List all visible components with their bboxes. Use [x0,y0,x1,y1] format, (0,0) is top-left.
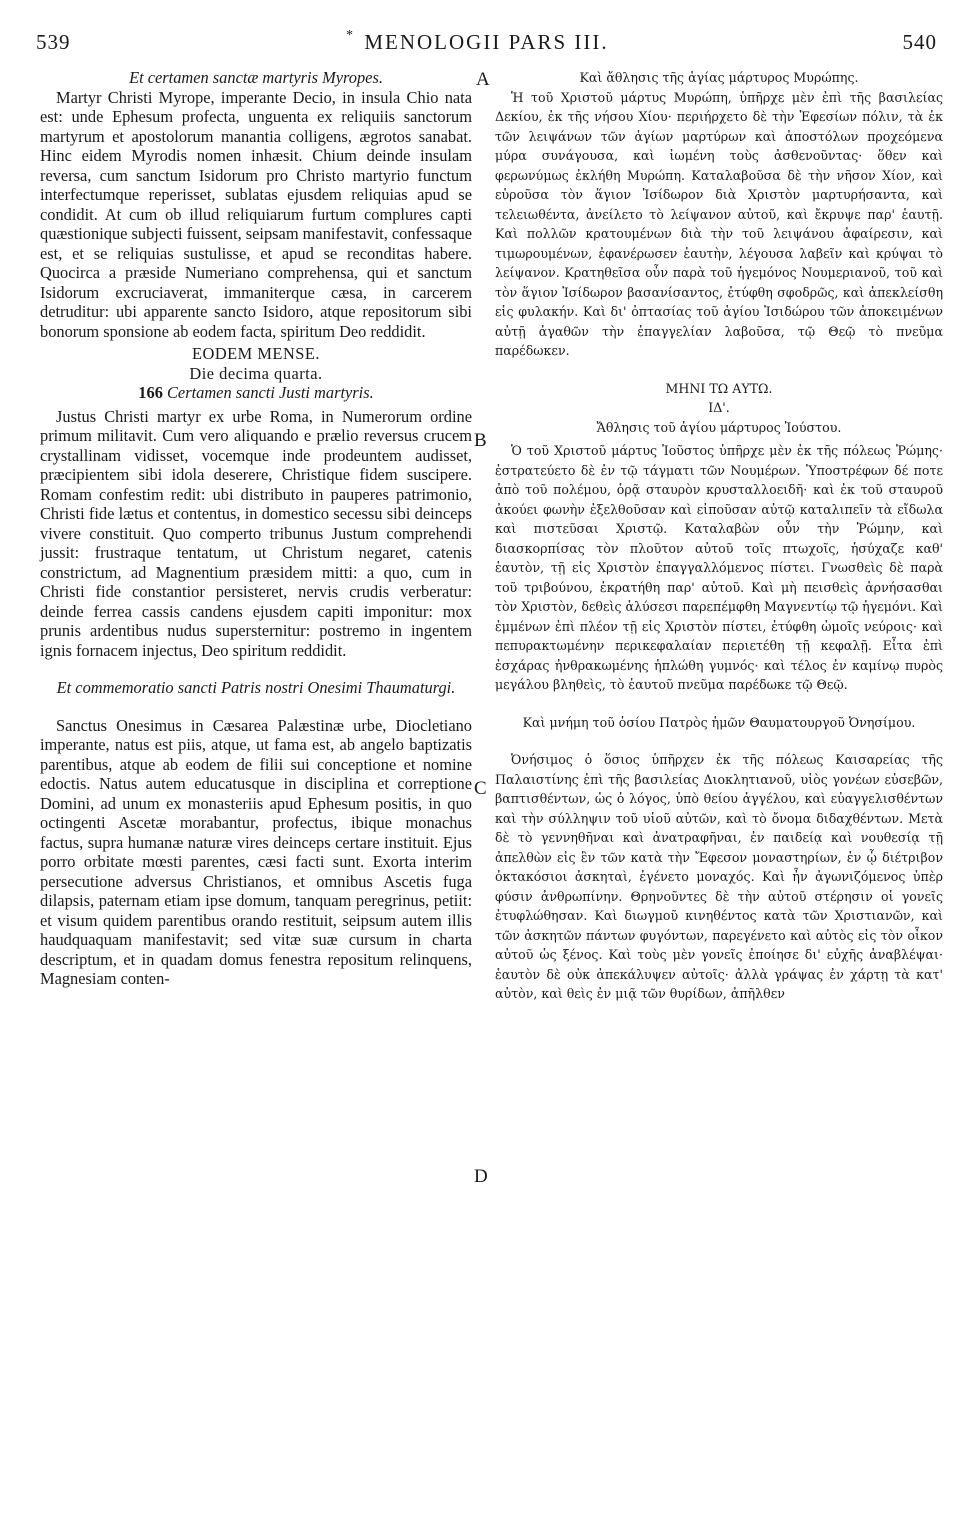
onesimus-text-greek: Ὀνήσιμος ὁ ὅσιος ὑπῆρχεν ἐκ τῆς πόλεως Καισαρείας τῆς Παλαιστίνης ἐπὶ τῆς βασιλείας Διοκλητιανοῦ, υἱὸς γονέων εὐσεβῶν, βαπτισθέντων, ὡς ὁ λόγος, ὑπὸ θείου ἀγγέλου, καὶ εὐαγγελισθέντων καὶ τὴν σύλληψιν τοῦ υἱοῦ αὐτῶν, καὶ τὸ ὄνομα διδαχθέντων. Μετὰ δὲ τὸ γεννηθῆναι καὶ ἀνατραφῆναι, ἐν παιδείᾳ καὶ νουθεσίᾳ τῇ ἀπελθὼν εἰς ἓν τῶν κατὰ τὴν Ἔφεσον μοναστηρίων, ἐν ᾧ διέτριβον ὀκτακόσιοι ἀσκηταὶ, ἐγένετο μοναχός. Καὶ ἦν ἀγωνιζόμενος ὑπὲρ φύσιν ἀνθρωπίνην. Θρηνοῦντες δὲ τὴν αὐτοῦ στέρησιν οἱ γονεῖς ἐτυφλώθησαν. Καὶ διωγμοῦ κινηθέντος κατὰ τῶν Χριστιανῶν, καὶ τῶν ἀσκητῶν πάντων φυγόντων, παρεγένετο καὶ αὐτὸς εἰς τὸν οἶκον αὐτοῦ ὡς ξένος. Καὶ τοὺς μὲν γονεῖς ἐποίησε δι' εὐχῆς ἀναβλέψαι· ἑαυτὸν δὲ οὐκ ἀπεκάλυψεν αὐτοῖς· ἀλλὰ γράψας ἐν χάρτῃ τὰ κατ' αὐτὸν, καὶ θεὶς ἐν μιᾷ τῶν θυρίδων, ἀπῆλθεν [495,752,943,1001]
margin-letter-d: D [474,1166,488,1187]
justus-text-latin: Justus Christi martyr ex urbe Roma, in Numerorum ordine primum militavit. Cum vero aliquando e prælio reversus crucem crystallinam vidisset, vocemque inde prodeuntem audisset, præcipientem sibi idola deserere, Christique fidem suscipere. Romam confestim redit: ubi distributo in pauperes patrimonio, Christi fide lætus et contentus, in domestico secessu sibi deinceps vivere constituit. Quo comperto tribunus Justum comprehendi jussit: frustraque tentatum, ut Christum negaret, catenis constrictum, ad Magnentium præsidem mitti: a quo, cum in Christi fide constantior persisteret, nervis crudis verberatur: deinde ferrea cassis candens ejusdem capiti imponitur: mox prunis ardentibus nudus supersternitur: postremo in ingentem ignis fornacem injectus, Deo spiritum reddidit. [40,406,472,660]
onesimus-text-latin: Sanctus Onesimus in Cæsarea Palæstinæ urbe, Diocletiano imperante, natus est piis, atque, ut fama est, ab angelo baptizatis parentibus, atque ab eodem de filii sui conceptione et nomine edoctis. Natus autem educatusque in disciplina et correptione Domini, ad unum ex monasteriis apud Ephesum positis, in quo octingenti Ascetæ morabantur, profectus, ibique monachus factus, supra humanæ naturæ vires deinceps certare instituit. Ejus porro orbitate mœsti parentes, cæsi facti sunt. Exorta interim persecutione adversus Christianos, et omnibus Ascetis fuga dilapsis, paternam etiam ipse domum, tanquam peregrinus, petiit: et visum quidem parentibus orando restituit, seipsum autem illis haudquaquam manifestavit; sed vitæ suæ cursum in charta descriptum, et in quadam domus fenestra repositum relinquens, Magnesiam conten- [40,715,472,988]
page-number-left: 539 [36,30,71,54]
entry-number: 166 [138,383,163,402]
margin-letter-c: C [474,778,487,799]
day-title-latin: Die decima quarta. [189,363,323,383]
ornament-mark: * [346,28,354,43]
myrope-heading-latin: Et certamen sanctæ martyris Myropes. [129,68,383,87]
myrope-text-latin: Martyr Christi Myrope, imperante Decio, in insula Chio nata est: unde Ephesum profecta, unguenta ex reliquiis sanctorum martyrum et apostolorum manantia colligens, ægrotos sanabat. Hinc eidem Myrodis nomen inhæsit. Chium deinde insulam reversa, cum sanctum Isidorum pro Christo martyrio functum interfectumque reperisset, sublatas ejusdem reliquias apud se condidit. At cum ob illud reliquiarum furtum complures capti quæstionique subjecti fuissent, seipsam manifestavit, confessaque est, et se reliquias sustulisse, et apud se reconditas habere. Quocirca a præside Numeriano comprehensa, qui et sanctum Isidorum excruciaverat, immaniterque cæsa, in carcerem detruditur: ubi apparente sancto Isidoro, atque repositorum sibi bonorum sponsione ab eodem facta, spiritum Deo reddidit. [40,87,472,341]
running-title: MENOLOGII PARS III. [364,30,609,54]
running-header [36,30,937,60]
myrope-heading-greek: Καὶ ἄθλησις τῆς ἁγίας μάρτυρος Μυρώπης. [579,70,859,85]
latin-column [40,68,472,989]
month-title-latin: EODEM MENSE. [191,344,321,363]
onesimus-heading-greek: Καὶ μνήμη τοῦ ὁσίου Πατρὸς ἡμῶν Θαυματουργοῦ Ὀνησίμου. [522,714,916,730]
onesimus-heading-latin: Et commemoratio sancti Patris nostri Onesimi Thaumaturgi. [56,678,456,697]
justus-heading-text: Certamen sancti Justi martyris. [167,383,374,402]
margin-letter-b: B [474,430,487,451]
margin-letter-a: A [476,69,490,90]
month-title-greek: ΜΗΝΙ ΤΩ ΑΥΤΩ. [665,380,773,396]
day-title-greek: ΙΔ'. [708,400,730,415]
justus-heading-greek: Ἄθλησις τοῦ ἁγίου μάρτυρος Ἰούστου. [596,419,842,435]
greek-column [495,68,943,1004]
justus-heading-latin [40,383,472,403]
myrope-text-greek: Ἡ τοῦ Χριστοῦ μάρτυς Μυρώπη, ὑπῆρχε μὲν ἐπὶ τῆς βασιλείας Δεκίου, ἐκ τῆς νήσου Χίου· περιήρχετο δὲ τὴν Ἐφεσίων πόλιν, τὰ ἐκ τῶν λειψάνων τῶν ἁγίων μαρτύρων καὶ ἀποστόλων προχεόμενα μύρα συνάγουσα, καὶ ἰωμένη τοὺς ἀσθενοῦντας· ὅθεν καὶ φερωνύμως ἐκλήθη Μυρώπη. Καταλαβοῦσα δὲ τὴν νῆσον Χίον, καὶ εὑροῦσα τὸν ἅγιον Ἰσίδωρον διὰ Χριστὸν μαρτυρήσαντα, καὶ τελειωθέντα, ἀνείλετο τὸ λείψανον αὐτοῦ, καὶ ἔκρυψε παρ' ἑαυτῇ. Καὶ πολλῶν κρατουμένων διὰ τὴν τοῦ λειψάνου ἀφαίρεσιν, καὶ τιμωρουμένων, ἐφανέρωσεν ἑαυτὴν, λέγουσα λαβεῖν καὶ κρύψαι τὸ λείψανον. Κρατηθεῖσα οὖν παρὰ τοῦ ἡγεμόνος Νουμεριανοῦ, τοῦ καὶ τὸν ἅγιον Ἰσίδωρον βασανίσαντος, ἐτύφθη σφοδρῶς, καὶ ἀπεκλείσθη εἰς φυλακήν. Καὶ δι' ὀπτασίας τοῦ ἁγίου Ἰσιδώρου τῶν ἀποκειμένων αὐτῇ ἀγαθῶν τὴν ἐπαγγελίαν λαβοῦσα, τῷ Θεῷ τὸ πνεῦμα παρέδωκεν. [495,89,943,358]
justus-text-greek: Ὁ τοῦ Χριστοῦ μάρτυς Ἰοῦστος ὑπῆρχε μὲν ἐκ τῆς πόλεως Ῥώμης· ἐστρατεύετο δὲ ἐν τῷ τάγματι τῶν Νουμέρων. Ὑποστρέφων δέ ποτε ἀπὸ τοῦ πολέμου, ὁρᾷ σταυρὸν κρυσταλλοειδῆ· καὶ ἐκ τοῦ σταυροῦ ἀκούει φωνὴν ἐξελθοῦσαν καὶ εἰποῦσαν αὐτῷ καταλιπεῖν τὰ εἴδωλα καὶ πιστεῦσαι Χριστῷ. Καταλαβὼν οὖν τὴν Ῥώμην, καὶ διασκορπίσας τὸν πλοῦτον αὐτοῦ τοῖς πτωχοῖς, ἡσύχαζε καθ' ἑαυτὸν, τῇ εἰς Χριστὸν ἐπαγγαλλόμενος πίστει. Γνωσθεὶς δὲ παρὰ τοῦ τριβούνου, ἐκρατήθη παρ' αὐτοῦ. Καὶ μὴ πεισθεὶς ἀρνήσασθαι τὸν Χριστὸν, δεθεὶς ἁλύσεσι παρεπέμφθη Μαγνεντίῳ τῷ ἡγεμόνι. Καὶ ἐμμένων ἐπὶ πλέον τῇ εἰς Χριστὸν πίστει, ἐτύφθη ὠμοῖς νεύροις· καὶ πεπυρακτωμένην περικεφαλαίαν περιετέθη τῇ κεφαλῇ. Εἶτα ἐπὶ ἐσχάρας ἠνθρακωμένης ἡπλώθη γυμνός· καὶ τέλος ἐν καμίνῳ πυρὸς μεγάλου βληθεὶς, τὸ ἑαυτοῦ πνεῦμα παρέδωκε τῷ Θεῷ. [495,443,943,692]
page-number-right: 540 [902,30,937,54]
